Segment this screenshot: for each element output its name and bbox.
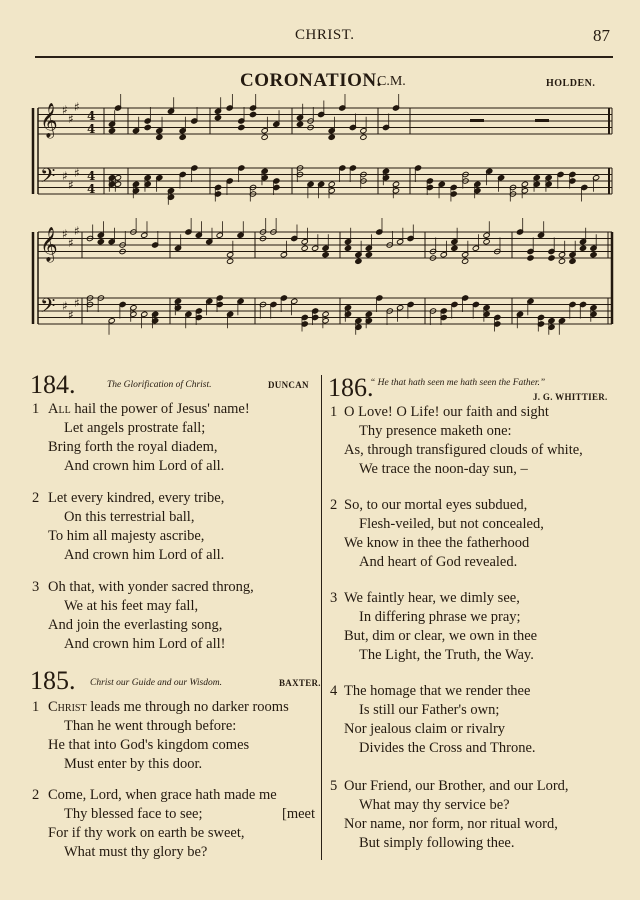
- hymn-line: And join the everlasting song,: [48, 617, 223, 633]
- hymn-line: The homage that we render thee: [344, 683, 531, 699]
- note-head: [301, 245, 308, 251]
- note-head: [179, 134, 186, 140]
- hymn-line: Must enter by this door.: [64, 756, 203, 772]
- note-head: [483, 239, 490, 245]
- hymn-author: J. G. WHITTIER.: [533, 392, 608, 402]
- sharp-sign: ♯: [74, 166, 80, 180]
- hymn-184: [30, 370, 320, 652]
- hymn-line: But simply following thee.: [359, 835, 515, 851]
- hymn-subject: “ He that hath seen me hath seen the Father.”: [370, 378, 546, 388]
- note-head: [365, 252, 372, 258]
- sharp-sign: ♯: [62, 103, 68, 117]
- hymn-185: [30, 666, 321, 860]
- note-head: [322, 252, 329, 258]
- note-head: [548, 255, 555, 261]
- note-head: [156, 134, 163, 140]
- note-head: [569, 258, 576, 264]
- time-signature-top: 4: [87, 109, 96, 123]
- stanza-number: 1: [330, 404, 338, 420]
- stanza-number: 1: [32, 699, 40, 715]
- hymn-line: Nor name, nor form, nor ritual word,: [344, 816, 558, 832]
- stanza-number: 3: [32, 579, 40, 595]
- hymn-186: [328, 373, 618, 851]
- hymn-line: To him all majesty ascribe,: [48, 528, 205, 544]
- hymn-line: We know in thee the fatherhood: [344, 535, 530, 551]
- hymn-line: And crown him Lord of all.: [64, 458, 225, 474]
- note-head: [360, 134, 367, 140]
- hymn-line: Our Friend, our Brother, and our Lord,: [344, 778, 569, 794]
- note-head: [328, 134, 335, 140]
- note-head: [344, 245, 351, 251]
- page-number: 87: [593, 26, 610, 45]
- stanza-number: 2: [32, 787, 40, 803]
- stanza-number: 2: [330, 497, 338, 513]
- stanza-number: 2: [32, 490, 40, 506]
- stanza-number: 5: [330, 778, 338, 794]
- hymn-line: He that into God's kingdom comes: [48, 737, 250, 753]
- sharp-sign: ♯: [68, 308, 74, 322]
- hymn-line: [48, 699, 289, 716]
- hymn-line: As, through transfigured clouds of white,: [344, 442, 583, 458]
- hymn-line: We faintly hear, we dimly see,: [344, 590, 520, 606]
- hymn-line: On this terrestrial ball,: [64, 509, 195, 525]
- sharp-sign: ♯: [74, 100, 80, 114]
- running-head: CHRIST.: [295, 27, 355, 43]
- hymn-subject: The Glorification of Christ.: [107, 380, 212, 390]
- bass-clef: 𝄢: [40, 164, 56, 192]
- hymn-subject: Christ our Guide and our Wisdom.: [90, 678, 222, 688]
- note-head: [579, 245, 586, 251]
- hymn-line: What must thy glory be?: [64, 844, 208, 860]
- hymn-line: Nor jealous claim or rivalry: [344, 721, 506, 737]
- note-head: [355, 258, 362, 264]
- hymn-line: Flesh-veiled, but not concealed,: [359, 516, 544, 532]
- hymn-line: Is still our Father's own;: [359, 702, 500, 718]
- note-head: [558, 258, 565, 264]
- hymn-line: Let angels prostrate fall;: [64, 420, 206, 436]
- hymn-author: BAXTER.: [279, 678, 321, 688]
- sharp-sign: ♯: [68, 236, 74, 250]
- hymn-line: Let every kindred, every tribe,: [48, 490, 225, 506]
- hymn-line: In differing phrase we pray;: [359, 609, 521, 625]
- sharp-sign: ♯: [62, 227, 68, 241]
- note-head: [261, 134, 268, 140]
- hymn-line: Oh that, with yonder sacred throng,: [48, 579, 254, 595]
- hymn-line: So, to our mortal eyes subdued,: [344, 497, 528, 513]
- line-text: hail the power of Jesus' name!: [70, 401, 250, 417]
- hymn-line: The Light, the Truth, the Way.: [359, 647, 534, 663]
- hymn-line: What may thy service be?: [359, 797, 510, 813]
- hymn-number: 185.: [30, 666, 76, 695]
- sharp-sign: ♯: [62, 299, 68, 313]
- staff-treble-1: [38, 108, 612, 134]
- stanza-number: 1: [32, 401, 40, 417]
- hymn-line: But, dim or clear, we own in thee: [344, 628, 538, 644]
- time-signature-top: 4: [87, 169, 96, 183]
- treble-clef: 𝄞: [40, 103, 58, 138]
- hymn-line: Than he went through before:: [64, 718, 237, 734]
- hymn-line: We at his feet may fall,: [64, 598, 199, 614]
- hymn-author: DUNCAN: [268, 380, 309, 390]
- stanza-number: 4: [330, 683, 338, 699]
- column-divider: [321, 375, 322, 860]
- sharp-sign: ♯: [74, 296, 80, 310]
- note-head: [249, 111, 256, 117]
- note-head: [227, 258, 234, 264]
- hymn-line: Thy blessed face to see;: [64, 806, 203, 822]
- treble-clef: 𝄞: [40, 227, 58, 262]
- note-head: [238, 124, 245, 130]
- note-head: [97, 239, 104, 245]
- hymn-line: And heart of God revealed.: [359, 554, 518, 570]
- time-signature-bottom: 4: [87, 182, 96, 196]
- header-rule: [35, 56, 613, 58]
- line-text: leads me through no darker rooms: [86, 699, 289, 715]
- sharp-sign: ♯: [62, 169, 68, 183]
- hymn-number: 184.: [30, 370, 76, 399]
- music-score: [0, 90, 640, 365]
- first-word: Christ: [48, 699, 87, 715]
- hymn-line: Divides the Cross and Throne.: [359, 740, 536, 756]
- hymn-line: Bring forth the royal diadem,: [48, 439, 218, 455]
- turnover-word: [meet: [282, 806, 316, 822]
- note-head: [527, 255, 534, 261]
- hymn-line: We trace the noon-day sun, –: [359, 461, 528, 477]
- hymn-line: O Love! O Life! our faith and sight: [344, 404, 549, 420]
- whole-rest: [535, 119, 549, 122]
- hymn-line: And crown him Lord of all!: [64, 636, 226, 652]
- stanza-number: 3: [330, 590, 338, 606]
- sharp-sign: ♯: [74, 224, 80, 238]
- sharp-sign: ♯: [68, 112, 74, 126]
- staff-bass-1: [38, 168, 612, 194]
- tune-meter: C.M.: [377, 74, 406, 89]
- hymn-number: 186.: [328, 373, 374, 402]
- time-signature-bottom: 4: [87, 122, 96, 136]
- hymn-line: [48, 401, 250, 418]
- tune-composer: HOLDEN.: [546, 78, 596, 89]
- tune-name: CORONATION.: [240, 70, 382, 91]
- hymn-line: For if thy work on earth be sweet,: [48, 825, 245, 841]
- hymn-line: And crown him Lord of all.: [64, 547, 225, 563]
- first-word: All: [48, 401, 71, 417]
- hymn-line: Thy presence maketh one:: [359, 423, 512, 439]
- note-head: [144, 124, 151, 130]
- note-head: [296, 121, 303, 127]
- note-head: [590, 252, 597, 258]
- sharp-sign: ♯: [68, 178, 74, 192]
- note-head: [108, 128, 115, 134]
- note-head: [462, 258, 469, 264]
- whole-rest: [470, 119, 484, 122]
- hymn-line: Come, Lord, when grace hath made me: [48, 787, 277, 803]
- note-head: [451, 245, 458, 251]
- bass-clef: 𝄢: [40, 294, 56, 322]
- note-head: [214, 115, 221, 121]
